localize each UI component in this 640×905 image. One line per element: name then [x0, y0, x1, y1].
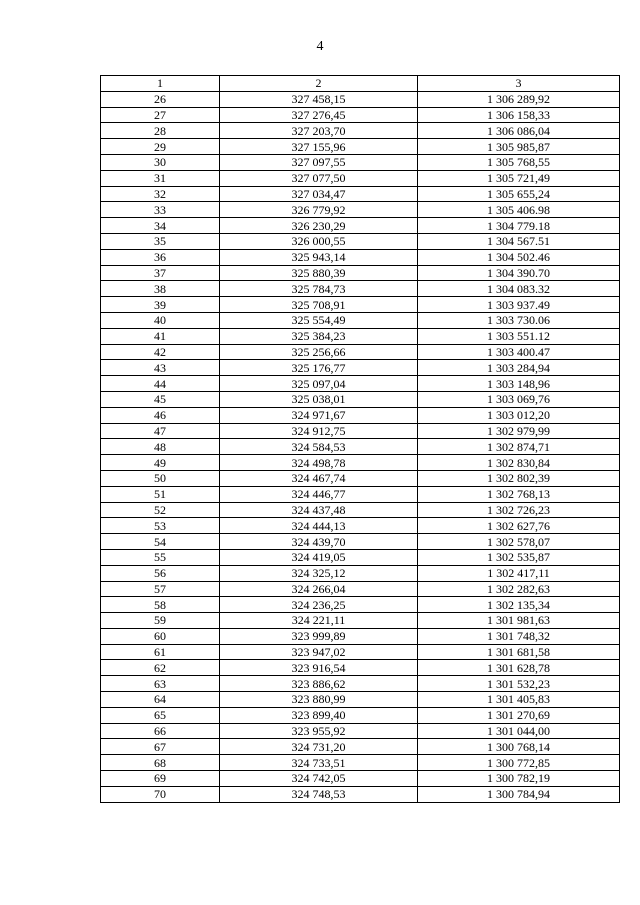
table-row [101, 265, 620, 281]
x-coordinate-cell: 327 276,45 [220, 107, 418, 123]
table-row [101, 281, 620, 297]
point-number-cell: 27 [101, 107, 220, 123]
table-row [101, 786, 620, 802]
x-coordinate-cell: 325 943,14 [220, 249, 418, 265]
table-row [101, 597, 620, 613]
point-number-cell: 48 [101, 439, 220, 455]
x-coordinate-cell: 323 955,92 [220, 723, 418, 739]
point-number-cell: 36 [101, 249, 220, 265]
x-coordinate-cell: 323 947,02 [220, 644, 418, 660]
x-coordinate-cell: 324 584,53 [220, 439, 418, 455]
point-number-cell: 35 [101, 233, 220, 249]
point-number-cell: 28 [101, 123, 220, 139]
y-coordinate-cell: 1 301 748,32 [418, 628, 620, 644]
table-row [101, 644, 620, 660]
table-row [101, 692, 620, 708]
table-row [101, 391, 620, 407]
point-number-cell: 55 [101, 549, 220, 565]
y-coordinate-cell: 1 300 782,19 [418, 771, 620, 787]
x-coordinate-cell: 323 886,62 [220, 676, 418, 692]
header-row [101, 76, 620, 92]
y-coordinate-cell: 1 304 390.70 [418, 265, 620, 281]
point-number-cell: 30 [101, 154, 220, 170]
point-number-cell: 47 [101, 423, 220, 439]
table-row [101, 581, 620, 597]
column-header-1: 1 [101, 76, 220, 92]
table-row [101, 502, 620, 518]
x-coordinate-cell: 325 708,91 [220, 297, 418, 313]
y-coordinate-cell: 1 302 417,11 [418, 565, 620, 581]
table-row [101, 218, 620, 234]
x-coordinate-cell: 325 038,01 [220, 391, 418, 407]
column-header-2: 2 [220, 76, 418, 92]
point-number-cell: 39 [101, 297, 220, 313]
y-coordinate-cell: 1 303 937.49 [418, 297, 620, 313]
table-row [101, 534, 620, 550]
y-coordinate-cell: 1 301 981,63 [418, 613, 620, 629]
point-number-cell: 63 [101, 676, 220, 692]
table-row [101, 202, 620, 218]
y-coordinate-cell: 1 305 721,49 [418, 170, 620, 186]
point-number-cell: 54 [101, 534, 220, 550]
table-row [101, 249, 620, 265]
y-coordinate-cell: 1 302 802,39 [418, 470, 620, 486]
point-number-cell: 70 [101, 786, 220, 802]
table-row [101, 233, 620, 249]
y-coordinate-cell: 1 301 270,69 [418, 707, 620, 723]
point-number-cell: 50 [101, 470, 220, 486]
x-coordinate-cell: 324 467,74 [220, 470, 418, 486]
x-coordinate-cell: 324 498,78 [220, 455, 418, 471]
x-coordinate-cell: 324 446,77 [220, 486, 418, 502]
point-number-cell: 29 [101, 139, 220, 155]
table-row [101, 455, 620, 471]
y-coordinate-cell: 1 302 627,76 [418, 518, 620, 534]
coordinates-table [100, 75, 620, 803]
table-row [101, 470, 620, 486]
x-coordinate-cell: 324 912,75 [220, 423, 418, 439]
y-coordinate-cell: 1 303 400.47 [418, 344, 620, 360]
point-number-cell: 66 [101, 723, 220, 739]
y-coordinate-cell: 1 305 655,24 [418, 186, 620, 202]
y-coordinate-cell: 1 304 567.51 [418, 233, 620, 249]
x-coordinate-cell: 327 203,70 [220, 123, 418, 139]
x-coordinate-cell: 327 097,55 [220, 154, 418, 170]
x-coordinate-cell: 325 554,49 [220, 312, 418, 328]
y-coordinate-cell: 1 306 086,04 [418, 123, 620, 139]
table-row [101, 486, 620, 502]
x-coordinate-cell: 324 325,12 [220, 565, 418, 581]
x-coordinate-cell: 323 899,40 [220, 707, 418, 723]
y-coordinate-cell: 1 304 502.46 [418, 249, 620, 265]
y-coordinate-cell: 1 304 779.18 [418, 218, 620, 234]
point-number-cell: 34 [101, 218, 220, 234]
table-row [101, 771, 620, 787]
x-coordinate-cell: 325 097,04 [220, 376, 418, 392]
y-coordinate-cell: 1 302 135,34 [418, 597, 620, 613]
page-number: 4 [316, 39, 324, 54]
y-coordinate-cell: 1 300 772,85 [418, 755, 620, 771]
column-header-3: 3 [418, 76, 620, 92]
y-coordinate-cell: 1 302 979,99 [418, 423, 620, 439]
y-coordinate-cell: 1 300 784,94 [418, 786, 620, 802]
point-number-cell: 67 [101, 739, 220, 755]
x-coordinate-cell: 325 880,39 [220, 265, 418, 281]
table-row [101, 312, 620, 328]
y-coordinate-cell: 1 305 768,55 [418, 154, 620, 170]
y-coordinate-cell: 1 304 083.32 [418, 281, 620, 297]
table-row [101, 186, 620, 202]
y-coordinate-cell: 1 301 628,78 [418, 660, 620, 676]
x-coordinate-cell: 325 256,66 [220, 344, 418, 360]
table-row [101, 565, 620, 581]
y-coordinate-cell: 1 302 768,13 [418, 486, 620, 502]
table-row [101, 439, 620, 455]
x-coordinate-cell: 324 742,05 [220, 771, 418, 787]
point-number-cell: 26 [101, 91, 220, 107]
x-coordinate-cell: 324 221,11 [220, 613, 418, 629]
table-row [101, 139, 620, 155]
point-number-cell: 40 [101, 312, 220, 328]
y-coordinate-cell: 1 301 532,23 [418, 676, 620, 692]
y-coordinate-cell: 1 301 681,58 [418, 644, 620, 660]
table-row [101, 328, 620, 344]
x-coordinate-cell: 324 266,04 [220, 581, 418, 597]
x-coordinate-cell: 326 230,29 [220, 218, 418, 234]
point-number-cell: 37 [101, 265, 220, 281]
x-coordinate-cell: 324 971,67 [220, 407, 418, 423]
x-coordinate-cell: 327 155,96 [220, 139, 418, 155]
y-coordinate-cell: 1 303 730.06 [418, 312, 620, 328]
point-number-cell: 60 [101, 628, 220, 644]
table-row [101, 91, 620, 107]
point-number-cell: 57 [101, 581, 220, 597]
y-coordinate-cell: 1 302 874,71 [418, 439, 620, 455]
point-number-cell: 51 [101, 486, 220, 502]
table-row [101, 407, 620, 423]
point-number-cell: 69 [101, 771, 220, 787]
x-coordinate-cell: 323 916,54 [220, 660, 418, 676]
point-number-cell: 31 [101, 170, 220, 186]
point-number-cell: 59 [101, 613, 220, 629]
y-coordinate-cell: 1 306 289,92 [418, 91, 620, 107]
y-coordinate-cell: 1 303 012,20 [418, 407, 620, 423]
table-row [101, 376, 620, 392]
point-number-cell: 64 [101, 692, 220, 708]
point-number-cell: 38 [101, 281, 220, 297]
y-coordinate-cell: 1 302 830,84 [418, 455, 620, 471]
table-row [101, 613, 620, 629]
point-number-cell: 61 [101, 644, 220, 660]
x-coordinate-cell: 327 034,47 [220, 186, 418, 202]
point-number-cell: 46 [101, 407, 220, 423]
y-coordinate-cell: 1 302 282,63 [418, 581, 620, 597]
point-number-cell: 65 [101, 707, 220, 723]
x-coordinate-cell: 324 731,20 [220, 739, 418, 755]
x-coordinate-cell: 325 784,73 [220, 281, 418, 297]
y-coordinate-cell: 1 303 148,96 [418, 376, 620, 392]
x-coordinate-cell: 324 439,70 [220, 534, 418, 550]
point-number-cell: 52 [101, 502, 220, 518]
y-coordinate-cell: 1 306 158,33 [418, 107, 620, 123]
point-number-cell: 33 [101, 202, 220, 218]
x-coordinate-cell: 323 999,89 [220, 628, 418, 644]
table-row [101, 423, 620, 439]
point-number-cell: 49 [101, 455, 220, 471]
point-number-cell: 68 [101, 755, 220, 771]
table-row [101, 676, 620, 692]
x-coordinate-cell: 326 000,55 [220, 233, 418, 249]
table-row [101, 707, 620, 723]
table-row [101, 344, 620, 360]
table-row [101, 360, 620, 376]
x-coordinate-cell: 326 779,92 [220, 202, 418, 218]
y-coordinate-cell: 1 301 405,83 [418, 692, 620, 708]
y-coordinate-cell: 1 303 284,94 [418, 360, 620, 376]
x-coordinate-cell: 324 437,48 [220, 502, 418, 518]
table-row [101, 723, 620, 739]
table-row [101, 154, 620, 170]
x-coordinate-cell: 324 733,51 [220, 755, 418, 771]
table-row [101, 107, 620, 123]
table-row [101, 297, 620, 313]
y-coordinate-cell: 1 305 985,87 [418, 139, 620, 155]
y-coordinate-cell: 1 303 551.12 [418, 328, 620, 344]
x-coordinate-cell: 327 077,50 [220, 170, 418, 186]
table-row [101, 755, 620, 771]
x-coordinate-cell: 325 384,23 [220, 328, 418, 344]
x-coordinate-cell: 327 458,15 [220, 91, 418, 107]
y-coordinate-cell: 1 302 726,23 [418, 502, 620, 518]
table-row [101, 549, 620, 565]
point-number-cell: 58 [101, 597, 220, 613]
y-coordinate-cell: 1 301 044,00 [418, 723, 620, 739]
table-row [101, 628, 620, 644]
table-body [101, 91, 620, 802]
y-coordinate-cell: 1 305 406.98 [418, 202, 620, 218]
point-number-cell: 41 [101, 328, 220, 344]
point-number-cell: 43 [101, 360, 220, 376]
point-number-cell: 45 [101, 391, 220, 407]
point-number-cell: 62 [101, 660, 220, 676]
y-coordinate-cell: 1 300 768,14 [418, 739, 620, 755]
point-number-cell: 56 [101, 565, 220, 581]
y-coordinate-cell: 1 302 578,07 [418, 534, 620, 550]
table-row [101, 518, 620, 534]
table-header [101, 76, 620, 92]
x-coordinate-cell: 324 444,13 [220, 518, 418, 534]
point-number-cell: 32 [101, 186, 220, 202]
x-coordinate-cell: 325 176,77 [220, 360, 418, 376]
x-coordinate-cell: 324 748,53 [220, 786, 418, 802]
y-coordinate-cell: 1 302 535,87 [418, 549, 620, 565]
point-number-cell: 42 [101, 344, 220, 360]
point-number-cell: 53 [101, 518, 220, 534]
table-row [101, 660, 620, 676]
x-coordinate-cell: 323 880,99 [220, 692, 418, 708]
point-number-cell: 44 [101, 376, 220, 392]
y-coordinate-cell: 1 303 069,76 [418, 391, 620, 407]
x-coordinate-cell: 324 419,05 [220, 549, 418, 565]
table-row [101, 123, 620, 139]
table-row [101, 170, 620, 186]
x-coordinate-cell: 324 236,25 [220, 597, 418, 613]
table-row [101, 739, 620, 755]
